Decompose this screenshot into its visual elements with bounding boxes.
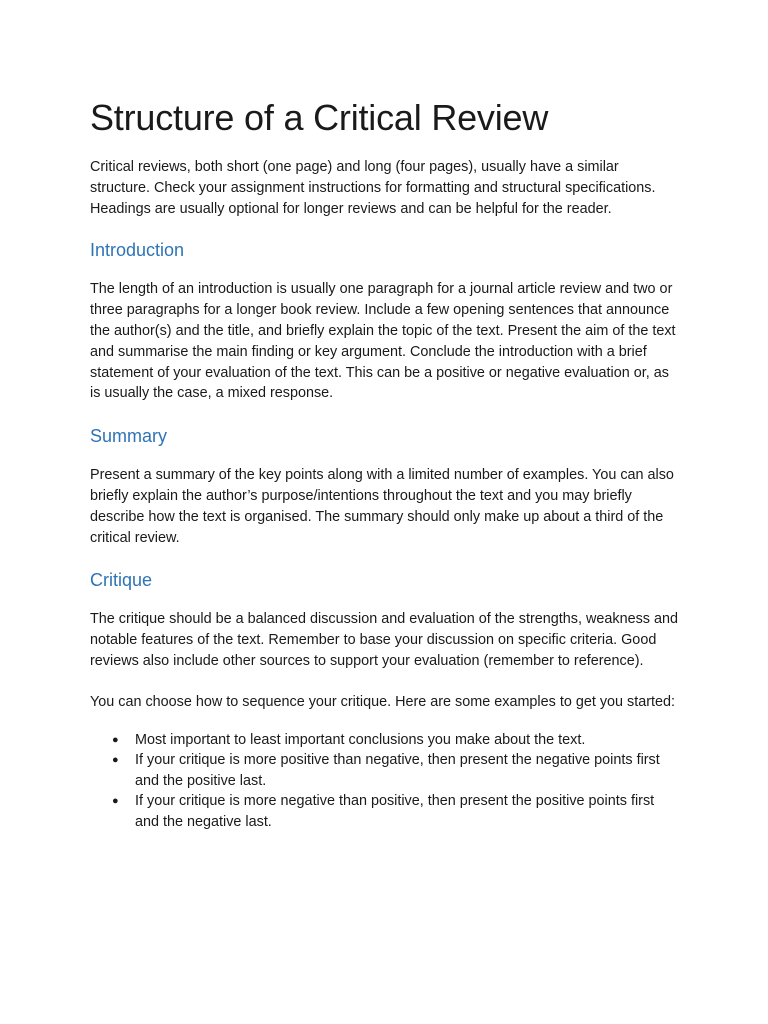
critique-heading: Critique bbox=[90, 570, 153, 591]
introduction-heading: Introduction bbox=[90, 240, 185, 261]
list-item-text: If your critique is more negative than positive, then present the positive points first and the negative last. bbox=[135, 793, 655, 830]
critique-sequence-paragraph: You can choose how to sequence your critique. Here are some examples to get you started: bbox=[90, 693, 676, 710]
critique-examples-list bbox=[90, 730, 680, 833]
intro-paragraph: Critical reviews, both short (one page) and long (four pages), usually have a similar structure. Check your assignment instructions for formatting and structural specifications. Headings are usually optional for longer reviews and can be helpful for the reader. bbox=[90, 159, 656, 217]
list-item bbox=[90, 750, 680, 791]
list-item bbox=[90, 791, 680, 832]
bullet-icon: ● bbox=[112, 795, 119, 808]
critique-paragraph: The critique should be a balanced discussion and evaluation of the strengths, weakness and notable features of the text. Remember to base your discussion on specific criteria. Good reviews also include other sources to support your evaluation (remember to reference). bbox=[90, 611, 678, 669]
summary-paragraph: Present a summary of the key points along with a limited number of examples. You can also briefly explain the author’s purpose/intentions throughout the text and you may briefly describe how the text is organised. The summary should only make up about a third of the critical review. bbox=[90, 467, 674, 546]
document-page bbox=[90, 0, 680, 833]
summary-heading: Summary bbox=[90, 426, 168, 447]
list-item-text: If your critique is more positive than negative, then present the negative points first and the positive last. bbox=[135, 752, 660, 789]
list-item bbox=[90, 730, 680, 751]
list-item-text: Most important to least important conclusions you make about the text. bbox=[135, 731, 586, 748]
document-title: Structure of a Critical Review bbox=[90, 97, 549, 138]
bullet-icon: ● bbox=[112, 733, 119, 746]
introduction-paragraph: The length of an introduction is usually one paragraph for a journal article review and two or three paragraphs for a longer book review. Include a few opening sentences that announce the author(s) and the title, and briefly explain the topic of the text. Present the aim of the text and summarise the main finding or key argument. Conclude the introduction with a brief statement of your evaluation of the text. This can be a positive or negative evaluation or, as is usually the case, a mixed response. bbox=[90, 281, 676, 402]
bullet-icon: ● bbox=[112, 754, 119, 767]
